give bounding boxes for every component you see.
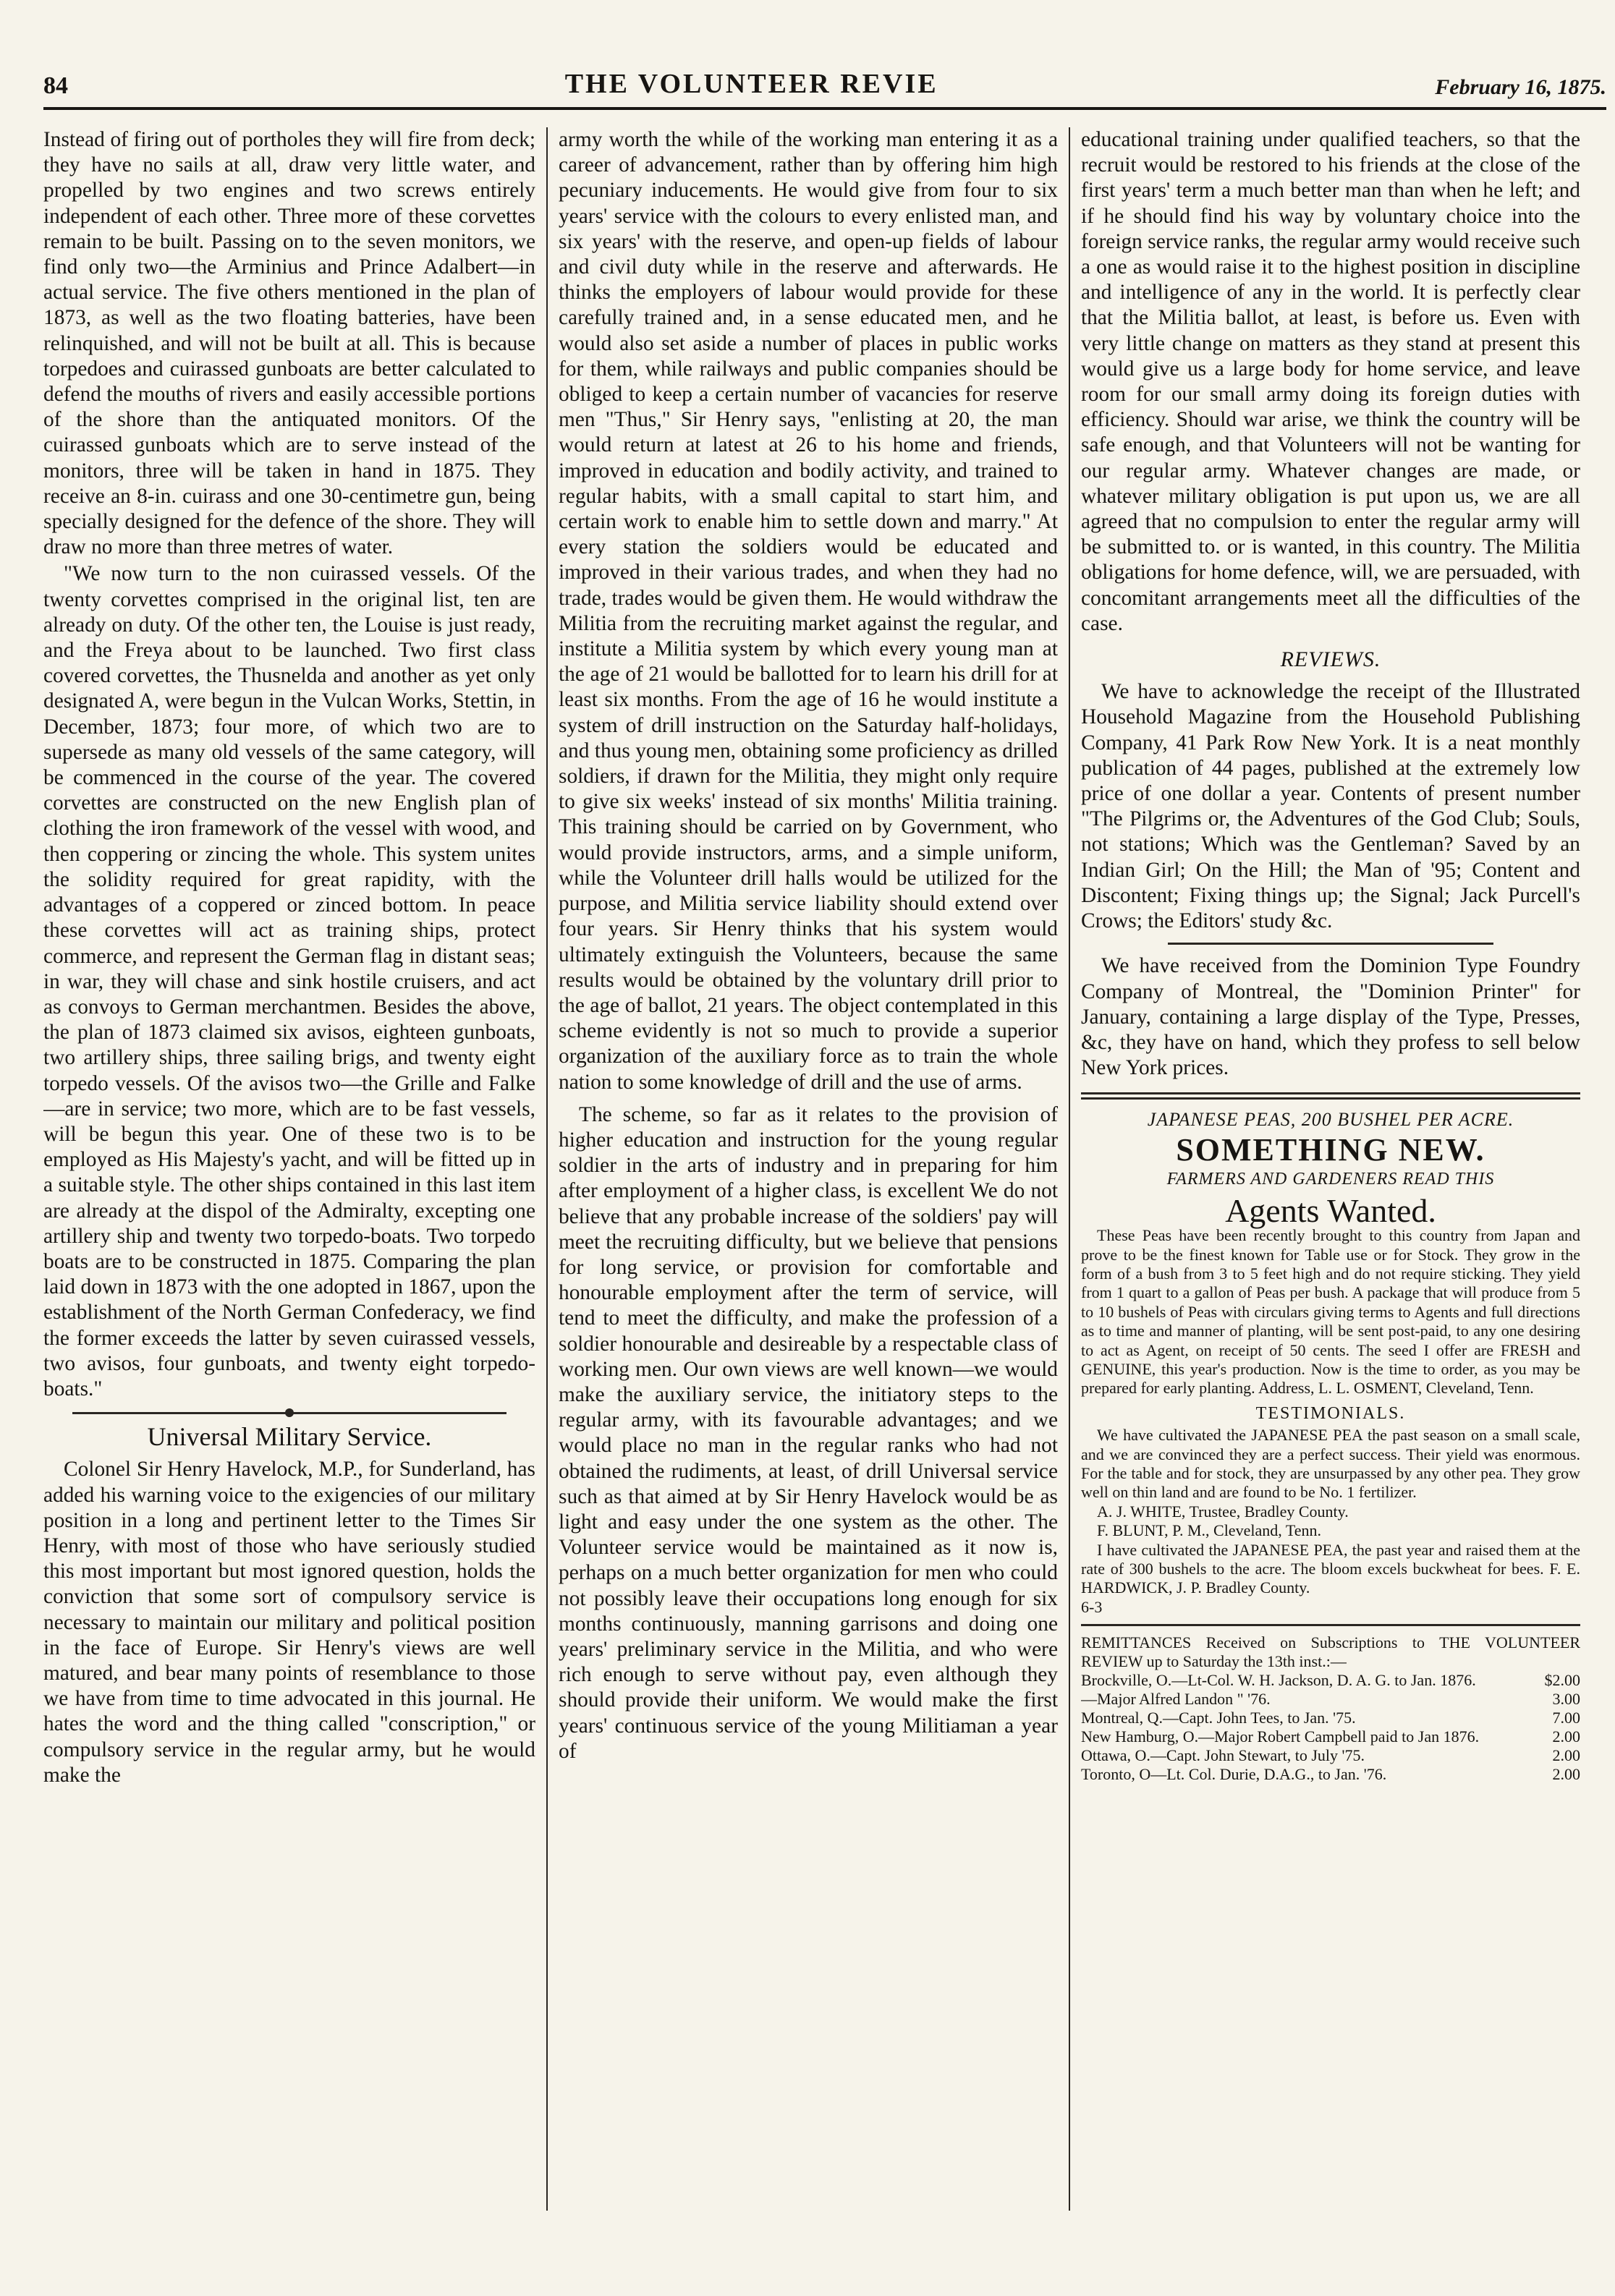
testimonials-heading: TESTIMONIALS. [1255, 1403, 1406, 1423]
remittance-row [1081, 1727, 1580, 1746]
double-rule [1081, 1092, 1580, 1100]
reviews-heading: REVIEWS. [1280, 647, 1381, 672]
remittance-text: New Hamburg, O.—Major Robert Campbell paid to Jan 1876. [1081, 1727, 1480, 1746]
remittance-row [1081, 1671, 1580, 1690]
testimonial-signature: A. J. WHITE, Trustee, Bradley County. [1097, 1502, 1349, 1521]
review-paragraph: We have received from the Dominion Type Foundry Company of Montreal, the "Dominion Printer" for January, containing a large display of the Type, Presses, &c, they have on hand, which they profess to sell below New York prices. [1081, 954, 1580, 1080]
ad-agents-wanted: Agents Wanted. [1225, 1191, 1436, 1229]
ad-headline: JAPANESE PEAS, 200 BUSHEL PER ACRE. [1147, 1109, 1514, 1131]
remittances [1081, 1633, 1580, 1784]
column-rule [1069, 127, 1070, 2211]
advertisement-body [1081, 1226, 1580, 1617]
divider [1168, 943, 1493, 945]
remittance-text: —Major Alfred Landon " '76. [1081, 1690, 1271, 1709]
ad-title: SOMETHING NEW. [1176, 1131, 1485, 1168]
paragraph: Colonel Sir Henry Havelock, M.P., for Sunderland, has added his warning voice to the exigencies of our military position in a long and pertinent letter to the Times Sir Henry, with most of those who have seriously studied this most important but most ignored question, holds the conviction that some sort of compulsory service is necessary to maintain our military and political position in the face of Europe. Sir Henry's views are well matured, and bear many points of resemblance to those we have from time to time advocated in this journal. He hates the word and the thing called "conscription," or compulsory service in the regular army, but he would make the [43, 1458, 535, 1787]
paragraph: The scheme, so far as it relates to the provision of higher education and instruction for the young regular soldier in the arts of industry and in preparing for him after employment of a higher class, is excellent We do not believe that any probable increase of the soldiers' pay will meet the recruiting difficulty, but we believe that pensions for long service, or provision for comfortable and honourable employment after the term of service, will tend to meet the difficulty, and make the profession of a soldier honourable and desireable by a respectable class of working men. Our own views are well known—we would make the auxiliary service, the initiatory steps to the regular army, with its favourable advantages; and we would place no man in the regular ranks who had not obtained the rudiments, at least, of drill Universal service such as that aimed at by Sir Henry Havelock would be as light and easy under the one system as the other. The Volunteer service would be maintained as it now is, perhaps on a much better organization for men who could not possibly leave their occupations long enough for six months continuously, manning garrisons and doing one years' preliminary service in the Militia, and who were rich enough to serve without pay, even although they should provide their uniform. We would make the first years' continuous service of the young Militiaman a year of [559, 1102, 1058, 1763]
column-2 [559, 127, 1058, 2211]
remittance-amount: 2.00 [1552, 1765, 1580, 1784]
column-1 [43, 127, 535, 2211]
remittance-text: Toronto, O—Lt. Col. Durie, D.A.G., to Jan. '76. [1081, 1765, 1387, 1784]
ad-subtitle: FARMERS AND GARDENERS READ THIS [1166, 1169, 1495, 1189]
remittance-amount: 2.00 [1552, 1727, 1580, 1746]
section-divider [72, 1412, 506, 1414]
review-paragraph: We have to acknowledge the receipt of the Illustrated Household Magazine from the Household Publishing Company, 41 Park Row New York. It is a neat monthly publication of 44 pages, published at the extremely low price of one dollar a year. Contents of present number "The Pilgrims or, the Adventures of the God Club; Souls, not stations; Which was the Gentleman? Saved by an Indian Girl; On the Hill; the Man of '95; Content and Discontent; Fixing things up; the Signal; Jack Purcell's Crows; the Editors' study &c. [1081, 680, 1580, 933]
ad-code: 6-3 [1081, 1597, 1103, 1616]
remittance-amount: 2.00 [1552, 1746, 1580, 1765]
remittance-text: Brockville, O.—Lt-Col. W. H. Jackson, D. A. G. to Jan. 1876. [1081, 1671, 1476, 1690]
paragraph: Instead of firing out of portholes they will fire from deck; they have no sails at all, draw very little water, and propelled by two engines and two screws entirely independent of each other. Three more of these corvettes remain to be built. Passing on to the seven monitors, we find only two—the Arminius and Prince Adalbert—in actual service. The five others mentioned in the plan of 1873, as well as the two floating batteries, have been relinquished, and will not be built at all. This is because torpedoes and cuirassed gunboats are better calculated to defend the mouths of rivers and easily accessible portions of the shore than the antiquated monitors. Of the cuirassed gunboats which are to serve instead of the monitors, three will be taken in hand in 1875. They receive an 8-in. cuirass and one 30-centimetre gun, being specially designed for the defence of the shore. They will draw no more than three metres of water. [43, 128, 535, 559]
remittances-intro: REMITTANCES Received on Subscriptions to THE VOLUNTEER REVIEW up to Saturday the 13th inst.:— [1081, 1633, 1580, 1671]
divider [1081, 1624, 1580, 1626]
remittance-text: Ottawa, O.—Capt. John Stewart, to July '75. [1081, 1746, 1365, 1765]
masthead [43, 64, 1606, 110]
remittance-row [1081, 1709, 1580, 1727]
column-rule [546, 127, 548, 2211]
column-3 [1081, 127, 1580, 2211]
testimonial: I have cultivated the JAPANESE PEA, the past year and raised them at the rate of 300 bushels to the acre. The bloom excels buckwheat for bees. F. E. HARDWICK, J. P. Bradley County. [1081, 1540, 1580, 1597]
remittance-row [1081, 1765, 1580, 1784]
remittance-amount: 3.00 [1552, 1690, 1580, 1709]
remittance-text: Montreal, Q.—Capt. John Tees, to Jan. '75. [1081, 1709, 1356, 1727]
remittance-row [1081, 1690, 1580, 1709]
newspaper-title: THE VOLUNTEER REVIE [564, 69, 938, 99]
remittance-row [1081, 1746, 1580, 1765]
paragraph: army worth the while of the working man entering it as a career of advancement, rather than by offering him high pecuniary inducements. He would give from four to six years' service with the colours to every enlisted man, and six years' with the reserve, and open-up fields of labour and civil duty while in the reserve and afterwards. He thinks the employers of labour would provide for these carefully trained and, in a sense educated men, and he would also set aside a number of places in public works for them, while railways and public companies should be obliged to keep a certain number of vacancies for reserve men "Thus," Sir Henry says, "enlisting at 20, the man would return at latest at 26 to his home and friends, improved in education and bodily activity, and trained to regular habits, with a small capital to start him, and certain work to enable him to settle down and marry." At every station the soldiers would be educated and improved in their various trades, and when they had no trade, trades would be given them. He would withdraw the Militia from the recruiting market against the regular, and institute a Militia system by which every young man at the age of 21 would be ballotted for to learn his drill for at least six months. From the age of 16 he would institute a system of drill instruction on the Saturday half-holidays, and thus young men, obtaining some proficiency as drilled soldiers, if drawn for the Militia, they might only require to give six weeks' instead of six months' Militia training. This training should be carried on by Government, who would provide instructors, arms, and a simple uniform, while the Volunteer drill halls would be utilized for the purpose, and Militia service liability should extend over four years. Sir Henry thinks that his system would ultimately extinguish the Volunteers, because the same results would be obtained by the voluntary drill prior to the age of ballot, 21 years. The object contemplated in this scheme evidently is not so much to provide a superior organization of the auxiliary force as to train the whole nation to some knowledge of drill and the use of arms. [559, 128, 1058, 1094]
paragraph: educational training under qualified teachers, so that the recruit would be restored to his friends at the close of the first years' term a much better man than when he left; and if he should find his way by voluntary choice into the foreign service ranks, the regular army would receive such a one as would raise it to the highest position in discipline and intelligence of any in the world. It is perfectly clear that the Militia ballot, at least, is before us. Even with very little change on matters as they stand at present this would give us a large body for home service, and leave room for our small army doing its foreign duties with efficiency. Should war arise, we think the country will be safe enough, and that Volunteers will not be wanting for our regular army. Whatever changes are made, or whatever military obligation is put upon us, we are all agreed that no compulsion to enter the regular army will be submitted to. or is wanted, in this country. The Militia obligations for home defence, will, we are persuaded, with concomitant arrangements meet all the difficulties of the case. [1081, 128, 1580, 635]
testimonial-signature: F. BLUNT, P. M., Cleveland, Tenn. [1097, 1521, 1321, 1540]
remittance-amount: 7.00 [1552, 1709, 1580, 1727]
testimonial: We have cultivated the JAPANESE PEA the past season on a small scale, and we are convinced they are a perfect success. Their yield was enormous. For the table and for stock, they are unsurpassed by any other pea. They grow well on thin land and are found to be No. 1 fertilizer. [1081, 1426, 1580, 1502]
issue-date: February 16, 1875. [1435, 75, 1606, 99]
page-number: 84 [43, 72, 68, 99]
ad-text: These Peas have been recently brought to this country from Japan and prove to be the finest known for Table use or for Stock. They grow in the form of a bush from 3 to 5 feet high and do not require sticking. They yield from 1 quart to a gallon of Peas per bush. A package that will produce from 5 to 10 bushels of Peas with circulars giving terms to Agents and full directions as to time and manner of planting, will be sent post-paid, to any one desiring to act as Agent, on receipt of 50 cents. The seed I offer are FRESH and GENUINE, this year's production. Now is the time to order, as you may be prepared for early planting. Address, L. L. OSMENT, Cleveland, Tenn. [1081, 1226, 1580, 1398]
remittance-amount: $2.00 [1544, 1671, 1580, 1690]
article-heading: Universal Military Service. [147, 1422, 432, 1452]
paragraph: "We now turn to the non cuirassed vessels. Of the twenty corvettes comprised in the original list, ten are already on duty. Of the other ten, the Louise is just ready, and the Freya about to be launched. Two first class covered corvettes, the Thusnelda and another as yet only designated A, were begun in the Vulcan Works, Stettin, in December, 1873; four more, of which two are to supersede as many old vessels of the same category, will be commenced in the course of the year. The covered corvettes are constructed on the new English plan of clothing the iron framework of the vessel with wood, and then coppering or zincing the whole. This system unites the solidity required for great rapidity, with the advantages of a coppered or zinced bottom. In peace these corvettes will act as training ships, protect commerce, and represent the German flag in distant seas; in war, they will chase and sink hostile cruisers, and act as convoys to German merchantmen. Besides the above, the plan of 1873 claimed six avisos, eighteen gunboats, two artillery ships, three sailing brigs, and twenty eight torpedo vessels. Of the avisos two—the Grille and Falke—are in service; two more, which are to be fast vessels, will be begun this year. One of these two is to be employed as His Majesty's yacht, and will be fitted up in a suitable style. The other ships contained in this last item are already at the dispol of the Admiralty, excepting one artillery ship and twenty two torpedo-boats. Two torpedo boats are to be constructed in 1875. Comparing the plan laid down in 1873 with the one adopted in 1867, upon the establishment of the North German Confederacy, we find the former exceeds the latter by seven cuirassed vessels, two avisos, four gunboats, and twenty eight torpedo-boats." [43, 562, 535, 1400]
